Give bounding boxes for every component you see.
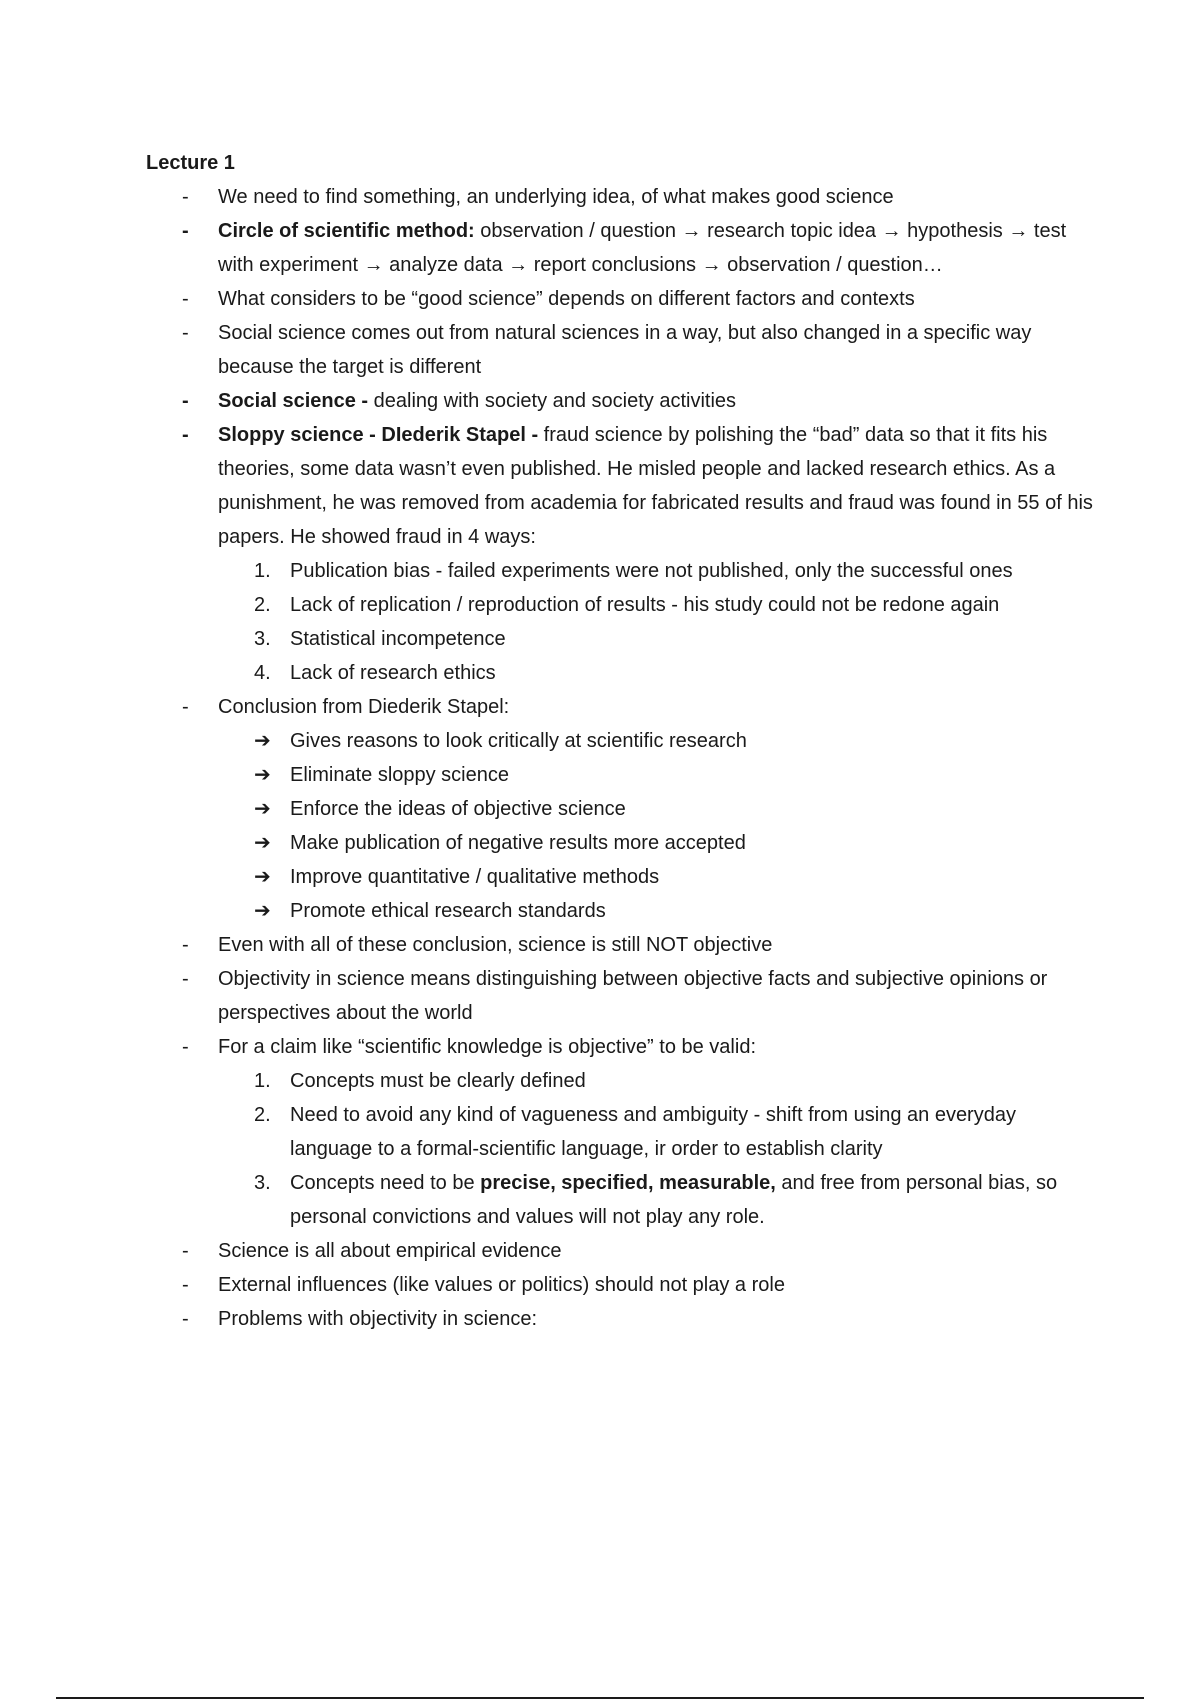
numbered-item bbox=[218, 622, 1096, 656]
arrow-item bbox=[218, 860, 1096, 894]
list-item bbox=[146, 1030, 1096, 1234]
list-item bbox=[146, 1268, 1096, 1302]
numbered-item bbox=[218, 1064, 1096, 1098]
arrow-item bbox=[218, 826, 1096, 860]
arrow-item bbox=[218, 894, 1096, 928]
arrow-list bbox=[218, 724, 1096, 928]
item-text: Publication bias - failed experiments were not published, only the successful ones bbox=[290, 560, 1013, 582]
bullet-dash: - bbox=[182, 1036, 189, 1058]
item-text: Lack of replication / reproduction of results - his study could not be redone again bbox=[290, 594, 1000, 616]
item-text: dealing with society and society activities bbox=[368, 390, 737, 412]
numbered-item bbox=[218, 1098, 1096, 1166]
item-text: Gives reasons to look critically at scientific research bbox=[290, 730, 747, 752]
list-item bbox=[146, 214, 1096, 282]
arrow-icon: ➔ bbox=[254, 730, 271, 752]
item-text: Enforce the ideas of objective science bbox=[290, 798, 626, 820]
item-number: 2. bbox=[254, 1104, 271, 1126]
numbered-item bbox=[218, 554, 1096, 588]
list-item bbox=[146, 384, 1096, 418]
item-number: 1. bbox=[254, 560, 271, 582]
item-text: fraud science by polishing the “bad” data so that it fits his theories, some data wasn’t even published. He misled people and lacked research ethics. As a punishment, he was removed from academia for fabricated results and fraud was found in 55 of his papers. He showed fraud in 4 ways: bbox=[218, 424, 1093, 548]
item-text: Eliminate sloppy science bbox=[290, 764, 509, 786]
list-item bbox=[146, 690, 1096, 928]
document-page bbox=[146, 146, 1096, 1336]
list-item bbox=[146, 962, 1096, 1030]
bullet-dash: - bbox=[182, 1274, 189, 1296]
numbered-item bbox=[218, 656, 1096, 690]
item-text: Lack of research ethics bbox=[290, 662, 496, 684]
notes-list bbox=[146, 180, 1096, 1336]
arrow-item bbox=[218, 792, 1096, 826]
arrow-icon: ➔ bbox=[254, 866, 271, 888]
bullet-dash: - bbox=[182, 186, 189, 208]
item-text: For a claim like “scientific knowledge is objective” to be valid: bbox=[218, 1036, 756, 1058]
list-item bbox=[146, 1234, 1096, 1268]
bold-term: Social science - bbox=[218, 390, 369, 412]
numbered-item bbox=[218, 588, 1096, 622]
numbered-list bbox=[218, 1064, 1096, 1234]
item-number: 3. bbox=[254, 628, 271, 650]
bold-term: Sloppy science - DIederik Stapel - bbox=[218, 424, 539, 446]
item-text: Social science comes out from natural sciences in a way, but also changed in a specific way because the target is different bbox=[218, 322, 1032, 378]
list-item bbox=[146, 418, 1096, 690]
item-text: Statistical incompetence bbox=[290, 628, 506, 650]
item-text: External influences (like values or politics) should not play a role bbox=[218, 1274, 785, 1296]
bold-term: Circle of scientific method: bbox=[218, 220, 475, 242]
item-text: Science is all about empirical evidence bbox=[218, 1240, 562, 1262]
bullet-dash: - bbox=[182, 934, 189, 956]
item-text: Objectivity in science means distinguishing between objective facts and subjective opinions or perspectives about the world bbox=[218, 968, 1048, 1024]
bullet-dash: - bbox=[182, 696, 189, 718]
arrow-item bbox=[218, 758, 1096, 792]
item-text: Concepts must be clearly defined bbox=[290, 1070, 586, 1092]
numbered-list bbox=[218, 554, 1096, 690]
item-text: Even with all of these conclusion, science is still NOT objective bbox=[218, 934, 773, 956]
arrow-icon: ➔ bbox=[254, 764, 271, 786]
item-text: We need to find something, an underlying idea, of what makes good science bbox=[218, 186, 894, 208]
arrow-item bbox=[218, 724, 1096, 758]
list-item bbox=[146, 180, 1096, 214]
item-text: observation / question → research topic idea → hypothesis → test with experiment → analyze data → report conclusions → observation / question… bbox=[218, 220, 1067, 276]
list-item bbox=[146, 1302, 1096, 1336]
arrow-icon: ➔ bbox=[254, 832, 271, 854]
list-item bbox=[146, 928, 1096, 962]
item-text: Make publication of negative results more accepted bbox=[290, 832, 746, 854]
item-text: and free from personal bias, so personal convictions and values will not play any role. bbox=[290, 1172, 1058, 1228]
bold-term: precise, specified, measurable, bbox=[480, 1172, 776, 1194]
numbered-item bbox=[218, 1166, 1096, 1234]
arrow-icon: ➔ bbox=[254, 798, 271, 820]
lecture-title: Lecture 1 bbox=[146, 152, 235, 174]
item-number: 1. bbox=[254, 1070, 271, 1092]
bullet-dash: - bbox=[182, 424, 189, 446]
item-text: Concepts need to be bbox=[290, 1172, 481, 1194]
list-item bbox=[146, 282, 1096, 316]
item-number: 4. bbox=[254, 662, 271, 684]
item-number: 3. bbox=[254, 1172, 271, 1194]
item-text: What considers to be “good science” depends on different factors and contexts bbox=[218, 288, 915, 310]
bullet-dash: - bbox=[182, 1308, 189, 1330]
list-item bbox=[146, 316, 1096, 384]
item-text: Conclusion from Diederik Stapel: bbox=[218, 696, 510, 718]
item-text: Improve quantitative / qualitative methods bbox=[290, 866, 660, 888]
item-number: 2. bbox=[254, 594, 271, 616]
bullet-dash: - bbox=[182, 1240, 189, 1262]
item-text: Need to avoid any kind of vagueness and ambiguity - shift from using an everyday language to a formal-scientific language, ir order to establish clarity bbox=[290, 1104, 1016, 1160]
bullet-dash: - bbox=[182, 322, 189, 344]
bullet-dash: - bbox=[182, 288, 189, 310]
bullet-dash: - bbox=[182, 968, 189, 990]
arrow-icon: ➔ bbox=[254, 900, 271, 922]
item-text: Promote ethical research standards bbox=[290, 900, 606, 922]
item-text: Problems with objectivity in science: bbox=[218, 1308, 538, 1330]
bullet-dash: - bbox=[182, 390, 189, 412]
footer-divider bbox=[56, 1697, 1144, 1699]
bullet-dash: - bbox=[182, 220, 189, 242]
